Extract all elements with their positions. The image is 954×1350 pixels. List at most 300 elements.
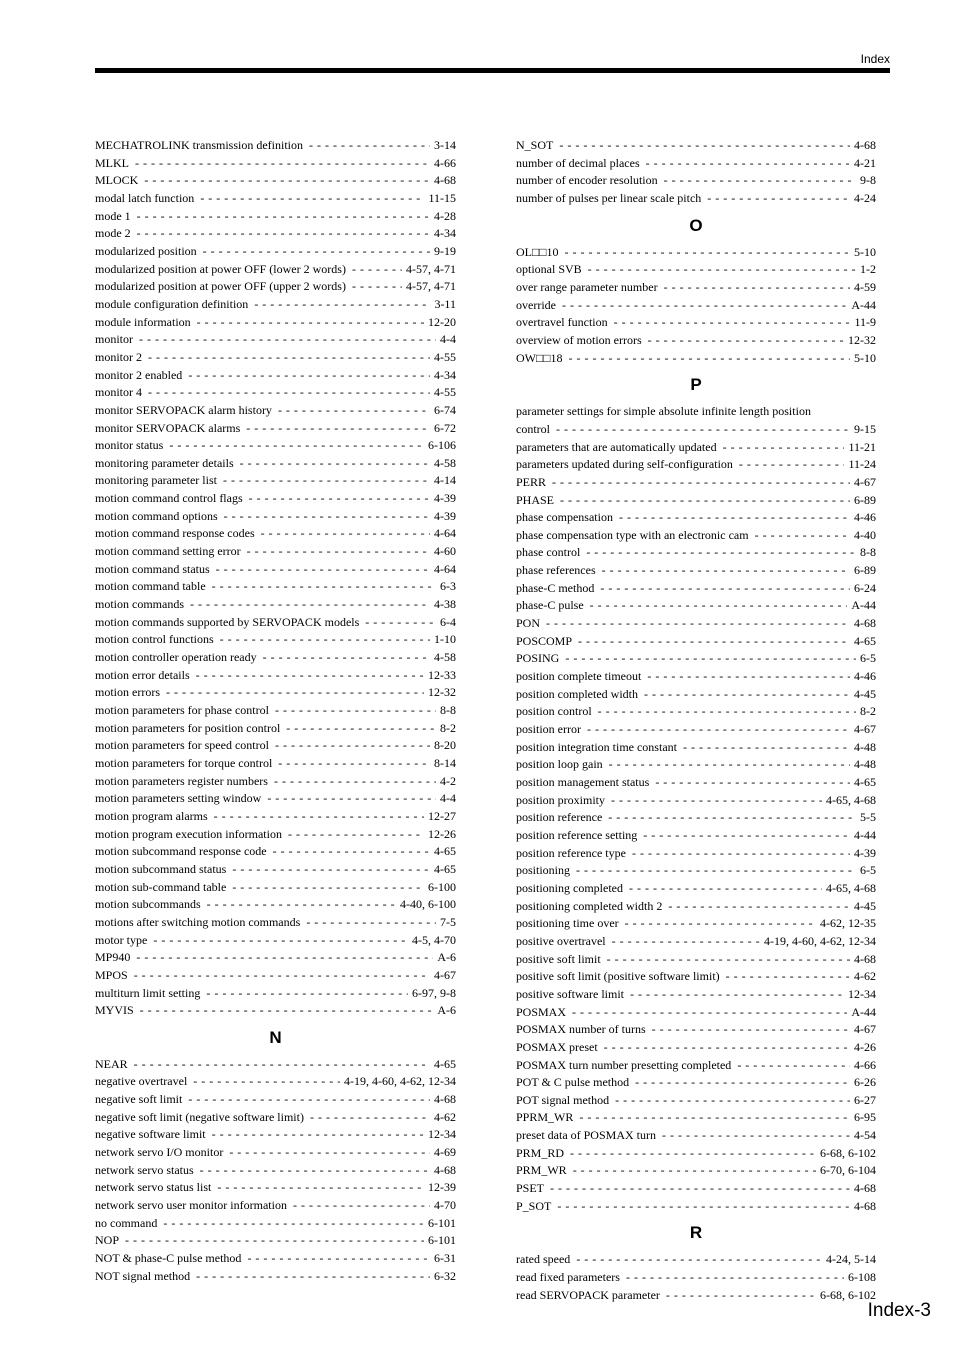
index-term: POSING — [516, 651, 560, 666]
dot-leader — [573, 1162, 816, 1180]
index-entry — [516, 1021, 876, 1039]
index-pages: 4-68 — [854, 616, 876, 631]
index-pages: 12-34 — [848, 986, 876, 1001]
index-entry — [95, 914, 456, 932]
index-pages: 4-68 — [434, 1162, 456, 1177]
index-entry — [95, 543, 456, 561]
index-entry — [516, 155, 876, 173]
index-term: monitor status — [95, 438, 164, 453]
dot-leader — [625, 915, 816, 933]
dot-leader — [137, 225, 430, 243]
index-entry — [516, 633, 876, 651]
index-entry — [516, 527, 876, 545]
index-entry — [95, 420, 456, 438]
dot-leader — [148, 349, 430, 367]
dot-leader — [144, 172, 430, 190]
index-entry — [95, 1126, 456, 1144]
index-pages: 1-2 — [860, 262, 876, 277]
index-pages: 4-19, 4-60, 4-62, 12-34 — [764, 933, 876, 948]
index-term: NEAR — [95, 1056, 128, 1071]
dot-leader — [163, 1215, 424, 1233]
index-term: MPOS — [95, 967, 128, 982]
index-term: network servo status list — [95, 1180, 212, 1195]
index-term: motion sub-command table — [95, 879, 227, 894]
index-term: overtravel function — [516, 315, 608, 330]
index-term: mode 2 — [95, 226, 131, 241]
index-entry — [516, 332, 876, 350]
index-pages: 6-100 — [428, 879, 456, 894]
index-column-right — [516, 137, 876, 1304]
index-term: motion command setting error — [95, 544, 241, 559]
index-pages: 4-39 — [854, 845, 876, 860]
index-term: negative soft limit — [95, 1092, 183, 1107]
dot-leader — [136, 949, 433, 967]
index-pages: 4-68 — [434, 1092, 456, 1107]
index-pages: 6-106 — [428, 438, 456, 453]
index-pages: 4-65 — [854, 775, 876, 789]
dot-leader — [352, 278, 402, 296]
index-entry — [516, 597, 876, 615]
dot-leader — [216, 561, 430, 579]
dot-leader — [193, 1073, 340, 1091]
index-entry — [95, 985, 456, 1003]
index-term: motion subcommands — [95, 897, 201, 912]
index-pages: 12-32 — [428, 685, 456, 700]
index-term: motion command options — [95, 508, 218, 523]
index-term: NOT & phase-C pulse method — [95, 1251, 242, 1266]
index-entry — [95, 190, 456, 208]
dot-leader — [590, 597, 848, 615]
dot-leader — [309, 137, 430, 155]
index-pages: 4-5, 4-70 — [412, 932, 456, 947]
dot-leader — [598, 703, 856, 721]
index-term: motion subcommand response code — [95, 844, 267, 859]
index-entry — [516, 244, 876, 262]
index-term: mode 1 — [95, 208, 131, 223]
index-entry — [95, 472, 456, 490]
index-term: phase control — [516, 545, 581, 560]
index-term: motion parameters for phase control — [95, 703, 269, 717]
index-pages: 6-27 — [854, 1092, 876, 1107]
index-pages: 8-8 — [860, 545, 876, 560]
index-entry — [95, 737, 456, 755]
index-term: OL□□10 — [516, 244, 559, 259]
index-term: motion control functions — [95, 632, 214, 647]
index-entry — [95, 225, 456, 243]
dot-leader — [576, 1251, 822, 1269]
index-pages: 4-14 — [434, 473, 456, 488]
index-entry — [516, 562, 876, 580]
index-pages: A-6 — [437, 950, 456, 965]
index-term: positioning completed width 2 — [516, 898, 663, 913]
index-entry — [95, 1179, 456, 1197]
index-pages: 4-28 — [434, 208, 456, 223]
dot-leader — [739, 456, 845, 474]
index-term: PPRM_WR — [516, 1110, 574, 1125]
index-entry — [95, 949, 456, 967]
index-entry — [516, 703, 876, 721]
index-term: PSET — [516, 1181, 545, 1196]
index-term: motion parameters setting window — [95, 791, 262, 806]
dot-leader — [166, 684, 424, 702]
index-term: PRM_WR — [516, 1163, 567, 1178]
index-pages: 4-65 — [434, 1056, 456, 1071]
index-entry — [95, 720, 456, 738]
dot-leader — [562, 297, 847, 315]
index-entry — [95, 667, 456, 685]
dot-leader — [557, 1198, 850, 1216]
index-term: motion command status — [95, 561, 210, 576]
index-term: position error — [516, 722, 581, 737]
index-term: POT signal method — [516, 1092, 610, 1107]
dot-leader — [614, 314, 851, 332]
index-pages: 11-15 — [428, 190, 456, 205]
index-pages: 9-19 — [434, 243, 456, 258]
index-entry — [516, 137, 876, 155]
dot-leader — [212, 578, 436, 596]
index-entry — [95, 790, 456, 808]
index-entry — [95, 525, 456, 543]
index-entry — [516, 1074, 876, 1092]
index-entry — [516, 1039, 876, 1057]
index-term: NOP — [95, 1233, 120, 1248]
index-entry — [95, 1091, 456, 1109]
index-pages: 11-21 — [848, 439, 876, 454]
index-pages: 4-67 — [854, 1022, 876, 1037]
index-pages: 4-58 — [434, 455, 456, 470]
index-term: preset data of POSMAX turn — [516, 1128, 656, 1143]
dot-leader — [644, 686, 850, 704]
index-pages: 6-5 — [860, 863, 876, 878]
index-term: negative software limit — [95, 1127, 206, 1142]
index-term: override — [516, 297, 556, 312]
index-term: positive software limit — [516, 986, 624, 1001]
index-term: OW□□18 — [516, 350, 563, 365]
dot-leader — [668, 898, 850, 916]
index-entry — [516, 1198, 876, 1216]
index-term: number of decimal places — [516, 155, 640, 170]
index-term: MYVIS — [95, 1003, 134, 1018]
index-pages: 3-11 — [434, 296, 456, 311]
index-pages: 6-72 — [434, 420, 456, 435]
index-term: position management status — [516, 775, 650, 789]
dot-leader — [662, 1127, 850, 1145]
index-pages: 4-69 — [434, 1145, 456, 1160]
index-pages: 4-48 — [854, 739, 876, 754]
dot-leader — [629, 880, 822, 898]
index-pages: A-44 — [851, 1004, 876, 1019]
dot-leader — [608, 809, 856, 827]
index-term: control — [516, 421, 550, 436]
index-pages: 12-27 — [428, 808, 456, 823]
index-pages: 7-5 — [440, 914, 456, 929]
index-term: POSMAX number of turns — [516, 1022, 646, 1037]
index-pages: 6-89 — [854, 563, 876, 578]
index-term: monitor SERVOPACK alarms — [95, 420, 241, 435]
index-entry — [516, 1180, 876, 1198]
index-entry — [516, 1162, 876, 1180]
index-entry — [516, 845, 876, 863]
dot-leader — [190, 596, 430, 614]
index-term: PON — [516, 616, 541, 631]
index-entry — [516, 650, 876, 668]
dot-leader — [217, 1179, 424, 1197]
dot-leader — [569, 350, 851, 368]
index-pages: 4-62 — [434, 1109, 456, 1124]
index-term: over range parameter number — [516, 279, 658, 294]
dot-leader — [261, 525, 430, 543]
dot-leader — [293, 1197, 430, 1215]
index-entry — [516, 986, 876, 1004]
index-pages: 4-67 — [854, 474, 876, 489]
index-entry — [95, 596, 456, 614]
index-term: parameters that are automatically updated — [516, 439, 717, 454]
index-pages: 4-68 — [434, 173, 456, 188]
index-term: POSMAX preset — [516, 1039, 598, 1054]
index-entry — [95, 896, 456, 914]
index-entry — [516, 1004, 876, 1022]
page-number: Index-3 — [867, 1300, 931, 1321]
index-pages: 6-74 — [434, 402, 456, 417]
dot-leader — [140, 1002, 434, 1020]
dot-leader — [148, 384, 430, 402]
dot-leader — [615, 1092, 850, 1110]
index-pages: 4-45 — [854, 898, 876, 913]
dot-leader — [600, 580, 850, 598]
index-pages: 4-55 — [434, 349, 456, 364]
dot-leader — [197, 314, 424, 332]
index-entry — [516, 350, 876, 368]
index-entry — [95, 367, 456, 385]
index-entry — [516, 314, 876, 332]
dot-leader — [652, 1021, 850, 1039]
index-pages: 4-39 — [434, 508, 456, 523]
index-term: POSCOMP — [516, 633, 573, 648]
index-term: read fixed parameters — [516, 1270, 620, 1285]
index-pages: 12-26 — [428, 826, 456, 841]
index-term: position completed width — [516, 686, 638, 701]
index-term: phase-C method — [516, 580, 595, 595]
index-entry — [95, 755, 456, 773]
index-pages: 4-44 — [854, 827, 876, 842]
index-entry — [516, 1127, 876, 1145]
dot-leader — [635, 1074, 850, 1092]
dot-leader — [666, 1287, 816, 1305]
dot-leader — [200, 190, 424, 208]
index-term: motion command table — [95, 579, 206, 594]
index-entry — [95, 1215, 456, 1233]
index-term: optional SVB — [516, 262, 582, 277]
index-pages: 4-39 — [434, 491, 456, 506]
index-pages: 6-3 — [440, 579, 456, 594]
index-pages: 4-21 — [854, 155, 876, 170]
index-pages: 4-34 — [434, 226, 456, 241]
dot-leader — [188, 1091, 430, 1109]
dot-leader — [229, 1144, 430, 1162]
index-pages: 4-64 — [434, 561, 456, 576]
index-pages: 4-38 — [434, 597, 456, 612]
index-entry — [95, 296, 456, 314]
index-term: multiturn limit setting — [95, 985, 201, 1000]
index-entry — [95, 331, 456, 349]
index-entry — [516, 492, 876, 510]
index-pages: 4-45 — [854, 686, 876, 701]
index-entry — [95, 1109, 456, 1127]
index-term: PERR — [516, 474, 547, 489]
index-term: motions after switching motion commands — [95, 914, 301, 929]
index-entry — [95, 826, 456, 844]
index-term: motion error details — [95, 667, 190, 682]
dot-leader — [607, 951, 850, 969]
index-term: modal latch function — [95, 190, 195, 205]
dot-leader — [612, 933, 760, 951]
index-entry — [516, 1287, 876, 1305]
index-pages: 4-65, 4-68 — [826, 880, 876, 895]
index-entry — [516, 403, 876, 438]
index-entry — [516, 827, 876, 845]
dot-leader — [267, 790, 436, 808]
index-entry — [516, 456, 876, 474]
index-pages: 6-31 — [434, 1251, 456, 1266]
index-pages: 4-60 — [434, 544, 456, 559]
index-entry — [516, 739, 876, 757]
dot-leader — [565, 244, 851, 262]
index-term: read SERVOPACK parameter — [516, 1287, 660, 1302]
dot-leader — [223, 472, 430, 490]
index-term: position control — [516, 704, 592, 719]
index-term: motion parameters for position control — [95, 720, 281, 735]
index-entry — [516, 721, 876, 739]
index-term: overview of motion errors — [516, 332, 642, 347]
dot-leader — [664, 172, 856, 190]
index-entry — [95, 455, 456, 473]
dot-leader — [726, 968, 850, 986]
index-entry — [95, 172, 456, 190]
dot-leader — [273, 843, 430, 861]
index-pages: 4-54 — [854, 1128, 876, 1143]
index-entry — [516, 1109, 876, 1127]
index-pages: 4-68 — [854, 951, 876, 966]
index-pages: 4-62, 12-35 — [820, 916, 876, 931]
dot-leader — [559, 137, 850, 155]
index-entry — [516, 774, 876, 792]
index-pages: 4-34 — [434, 367, 456, 382]
index-term: monitor 2 enabled — [95, 367, 183, 382]
index-term: PRM_RD — [516, 1145, 565, 1160]
index-entry — [95, 1144, 456, 1162]
index-entry — [95, 508, 456, 526]
index-term: positive soft limit — [516, 951, 601, 966]
dot-leader — [604, 1039, 850, 1057]
dot-leader — [249, 490, 430, 508]
dot-leader — [737, 1057, 850, 1075]
index-term: motion errors — [95, 685, 160, 700]
index-term: POSMAX turn number presetting completed — [516, 1057, 732, 1072]
index-pages: 8-14 — [434, 755, 456, 770]
index-term: MLOCK — [95, 173, 139, 188]
index-entry — [95, 1162, 456, 1180]
index-letter-heading: O — [689, 215, 703, 235]
index-entry — [95, 384, 456, 402]
index-pages: 4-46 — [854, 510, 876, 525]
index-entry — [95, 773, 456, 791]
index-entry — [516, 968, 876, 986]
index-term: POSMAX — [516, 1004, 567, 1019]
index-entry — [95, 1250, 456, 1268]
index-entry — [95, 879, 456, 897]
dot-leader — [587, 721, 850, 739]
index-entry — [516, 190, 876, 208]
index-pages: A-6 — [437, 1003, 456, 1018]
dot-leader — [683, 739, 850, 757]
dot-leader — [560, 492, 850, 510]
index-entry — [95, 1232, 456, 1250]
dot-leader — [240, 455, 430, 473]
index-pages: 6-108 — [848, 1270, 876, 1285]
dot-leader — [647, 668, 850, 686]
index-pages: 4-48 — [854, 757, 876, 772]
index-term: NOT signal method — [95, 1268, 191, 1283]
index-term: monitor SERVOPACK alarm history — [95, 402, 272, 417]
dot-leader — [755, 527, 850, 545]
index-term: monitoring parameter details — [95, 455, 234, 470]
index-term: modularized position at power OFF (lower 2 words) — [95, 261, 346, 276]
index-entry — [516, 933, 876, 951]
dot-leader — [278, 755, 430, 773]
index-entry — [95, 402, 456, 420]
index-entry — [516, 1251, 876, 1269]
index-pages: 6-70, 6-104 — [820, 1163, 876, 1178]
dot-leader — [212, 1126, 424, 1144]
dot-leader — [220, 631, 430, 649]
index-entry — [516, 615, 876, 633]
index-entry — [95, 967, 456, 985]
index-entry — [95, 631, 456, 649]
index-pages: 6-5 — [860, 651, 876, 666]
index-term: monitor — [95, 332, 133, 347]
index-term: motion subcommand status — [95, 861, 227, 876]
dot-leader — [206, 985, 408, 1003]
dot-leader — [169, 437, 424, 455]
index-term: MLKL — [95, 155, 129, 170]
index-letter-heading: R — [689, 1223, 703, 1243]
index-term: PHASE — [516, 492, 555, 507]
index-term: motion command control flags — [95, 491, 243, 506]
index-pages: 4-4 — [440, 332, 456, 347]
index-term: no command — [95, 1215, 158, 1230]
index-term: positioning completed — [516, 880, 623, 895]
dot-leader — [588, 261, 856, 279]
index-pages: 4-68 — [854, 1198, 876, 1213]
dot-leader — [275, 737, 430, 755]
index-term: network servo I/O monitor — [95, 1145, 224, 1160]
index-entry — [516, 1092, 876, 1110]
index-term: modularized position at power OFF (upper 2 words) — [95, 279, 346, 294]
index-pages: 12-33 — [428, 667, 456, 682]
dot-leader — [579, 1109, 850, 1127]
dot-leader — [602, 562, 850, 580]
index-pages: 4-70 — [434, 1198, 456, 1213]
dot-leader — [572, 1004, 847, 1022]
index-term: MP940 — [95, 950, 131, 965]
index-entry — [95, 137, 456, 155]
dot-leader — [365, 614, 436, 632]
index-pages: 4-19, 4-60, 4-62, 12-34 — [344, 1074, 456, 1089]
index-pages: A-44 — [851, 297, 876, 312]
index-pages: 6-24 — [854, 580, 876, 595]
dot-leader — [125, 1232, 424, 1250]
index-pages: 3-14 — [434, 138, 456, 152]
